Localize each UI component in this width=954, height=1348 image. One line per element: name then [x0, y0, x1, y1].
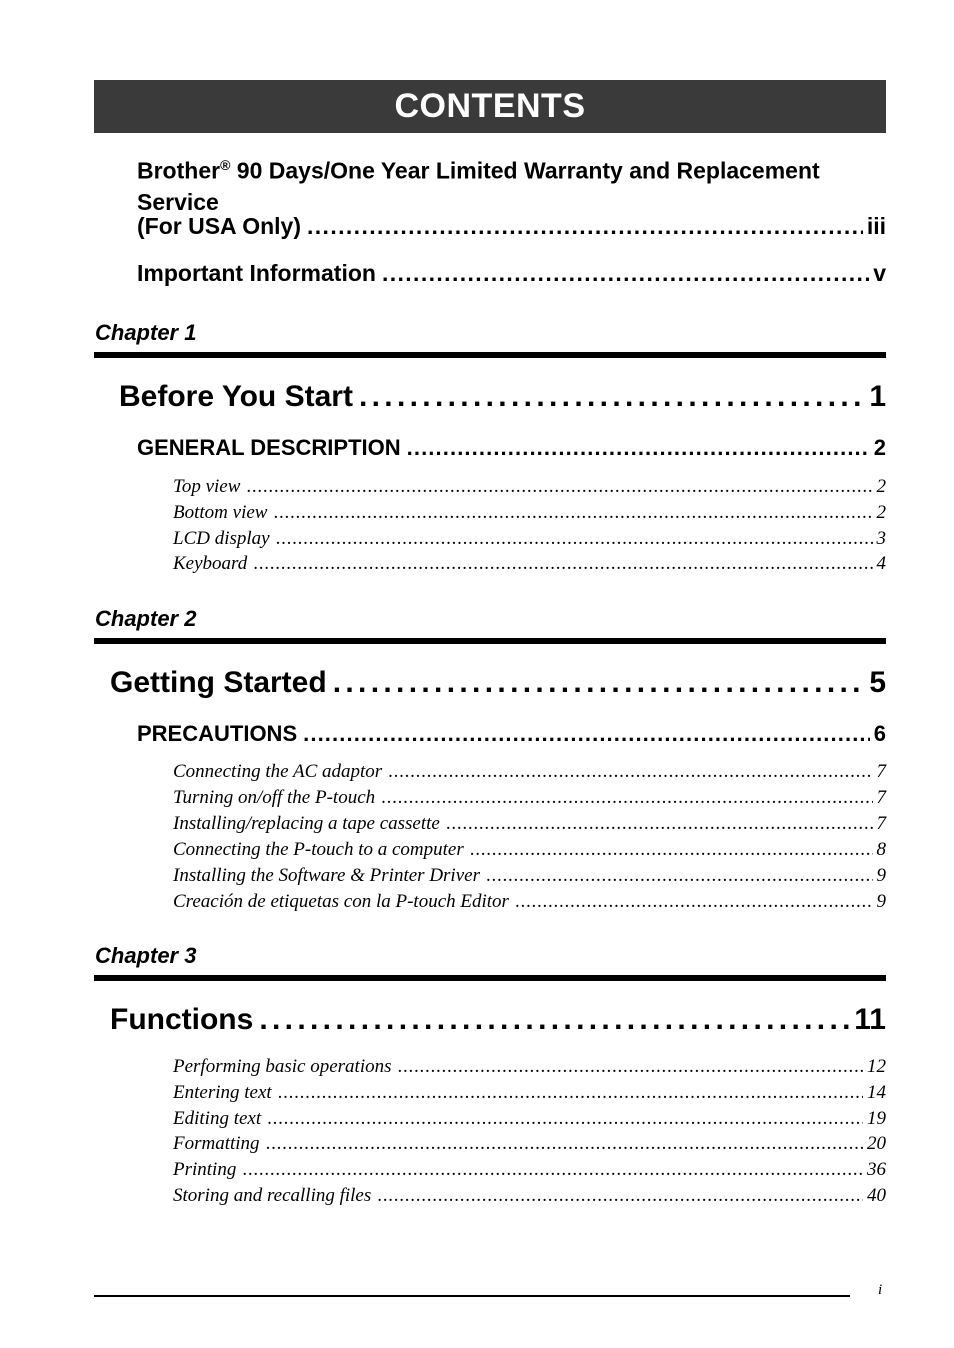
toc-entry-label: Storing and recalling files [173, 1185, 372, 1206]
page-folio: i [878, 1282, 883, 1298]
toc-item[interactable] [173, 1159, 886, 1181]
toc-page-number: 20 [867, 1133, 886, 1154]
dot-leader [515, 891, 873, 913]
footer-rule [94, 1295, 850, 1297]
toc-page-number: 40 [867, 1185, 886, 1206]
toc-page-number: 2 [876, 476, 886, 497]
toc-entry-label: LCD display [173, 528, 270, 549]
toc-chapter-title[interactable] [110, 1003, 886, 1037]
dot-leader [446, 813, 873, 835]
toc-page-number: 5 [869, 666, 886, 699]
chapter-label: Chapter 3 [95, 943, 197, 968]
toc-entry-label: (For USA Only) [137, 213, 301, 239]
dot-leader [486, 865, 873, 887]
toc-entry-label: Formatting [173, 1133, 260, 1154]
toc-page-number: 11 [854, 1003, 886, 1036]
dot-leader [307, 213, 863, 240]
dot-leader [398, 1056, 864, 1078]
toc-entry-label: Connecting the AC adaptor [173, 761, 383, 782]
toc-entry-label: Turning on/off the P-touch [173, 787, 376, 808]
toc-entry-label: Creación de etiquetas con la P-touch Editor [173, 891, 509, 912]
dot-leader [242, 1159, 863, 1181]
dot-leader [407, 435, 870, 461]
dot-leader [253, 553, 872, 575]
toc-page-number: 36 [867, 1159, 886, 1180]
toc-entry-label: Installing/replacing a tape cassette [173, 813, 440, 834]
toc-item[interactable] [173, 865, 886, 887]
registered-mark: ® [220, 157, 231, 173]
chapter-rule [94, 352, 886, 358]
chapter-rule [94, 638, 886, 644]
toc-page-number: 8 [876, 839, 886, 860]
toc-entry-label: Installing the Software & Printer Driver [173, 865, 480, 886]
toc-page-number: 2 [873, 435, 886, 460]
toc-page-number: 9 [876, 891, 886, 912]
toc-chapter-title[interactable] [119, 380, 886, 414]
dot-leader [246, 476, 872, 498]
toc-entry-label: Connecting the P-touch to a computer [173, 839, 464, 860]
toc-item[interactable] [173, 813, 886, 835]
toc-entry-label: Top view [173, 476, 241, 497]
toc-entry-warranty[interactable] [137, 213, 886, 240]
toc-page-number: 12 [867, 1056, 886, 1077]
toc-entry-label: Performing basic operations [173, 1056, 392, 1077]
toc-item[interactable] [173, 476, 886, 498]
toc-item[interactable] [173, 787, 886, 809]
toc-page-number: 4 [876, 553, 886, 574]
toc-entry-important-information[interactable] [137, 260, 886, 287]
toc-section[interactable] [137, 721, 886, 747]
toc-page-number: 3 [876, 528, 886, 549]
dot-leader [266, 1133, 863, 1155]
toc-entry-label: Before You Start [119, 380, 353, 413]
dot-leader [267, 1108, 863, 1130]
toc-item[interactable] [173, 891, 886, 913]
toc-page-number: 19 [867, 1108, 886, 1129]
toc-page-number: 6 [873, 721, 886, 746]
toc-entry-label: Entering text [173, 1082, 272, 1103]
dot-leader [259, 1003, 850, 1037]
dot-leader [333, 666, 866, 700]
toc-item[interactable] [173, 761, 886, 783]
toc-page-number: 7 [876, 813, 886, 834]
toc-entry-label: Important Information [137, 260, 376, 286]
toc-section[interactable] [137, 435, 886, 461]
toc-page-number: v [873, 260, 886, 286]
toc-page-number: 2 [876, 502, 886, 523]
dot-leader [273, 502, 872, 524]
chapter-label: Chapter 1 [95, 320, 197, 345]
warranty-entry-title [137, 150, 887, 218]
toc-entry-label: Keyboard [173, 553, 248, 574]
toc-chapter-title[interactable] [110, 666, 886, 700]
dot-leader [278, 1082, 863, 1104]
dot-leader [382, 260, 869, 287]
dot-leader [388, 761, 872, 783]
toc-entry-label: Functions [110, 1003, 254, 1036]
toc-item[interactable] [173, 553, 886, 575]
dot-leader [377, 1185, 863, 1207]
toc-item[interactable] [173, 839, 886, 861]
warranty-title-prefix: Brother [137, 157, 221, 184]
toc-page-number: 14 [867, 1082, 886, 1103]
toc-entry-label: GENERAL DESCRIPTION [137, 435, 401, 460]
toc-entry-label: Editing text [173, 1108, 262, 1129]
dot-leader [303, 721, 870, 747]
chapter-label: Chapter 2 [95, 606, 197, 631]
toc-entry-label: PRECAUTIONS [137, 721, 298, 746]
toc-entry-label: Bottom view [173, 502, 268, 523]
toc-entry-label: Getting Started [110, 666, 327, 699]
toc-page-number: 7 [876, 787, 886, 808]
toc-item[interactable] [173, 1082, 886, 1104]
toc-page-number: 9 [876, 865, 886, 886]
toc-item[interactable] [173, 1056, 886, 1078]
warranty-title-rest: 90 Days/One Year Limited Warranty and Replacement Service [137, 157, 820, 215]
dot-leader [276, 528, 873, 550]
toc-page-number: iii [866, 213, 886, 239]
dot-leader [470, 839, 873, 861]
toc-item[interactable] [173, 528, 886, 550]
toc-entry-label: Printing [173, 1159, 237, 1180]
dot-leader [359, 380, 865, 414]
contents-heading: CONTENTS [94, 80, 886, 133]
toc-page-number: 7 [876, 761, 886, 782]
dot-leader [381, 787, 872, 809]
chapter-rule [94, 975, 886, 981]
toc-item[interactable] [173, 1108, 886, 1130]
toc-item[interactable] [173, 502, 886, 524]
toc-item[interactable] [173, 1133, 886, 1155]
toc-item[interactable] [173, 1185, 886, 1207]
toc-page-number: 1 [869, 380, 886, 413]
